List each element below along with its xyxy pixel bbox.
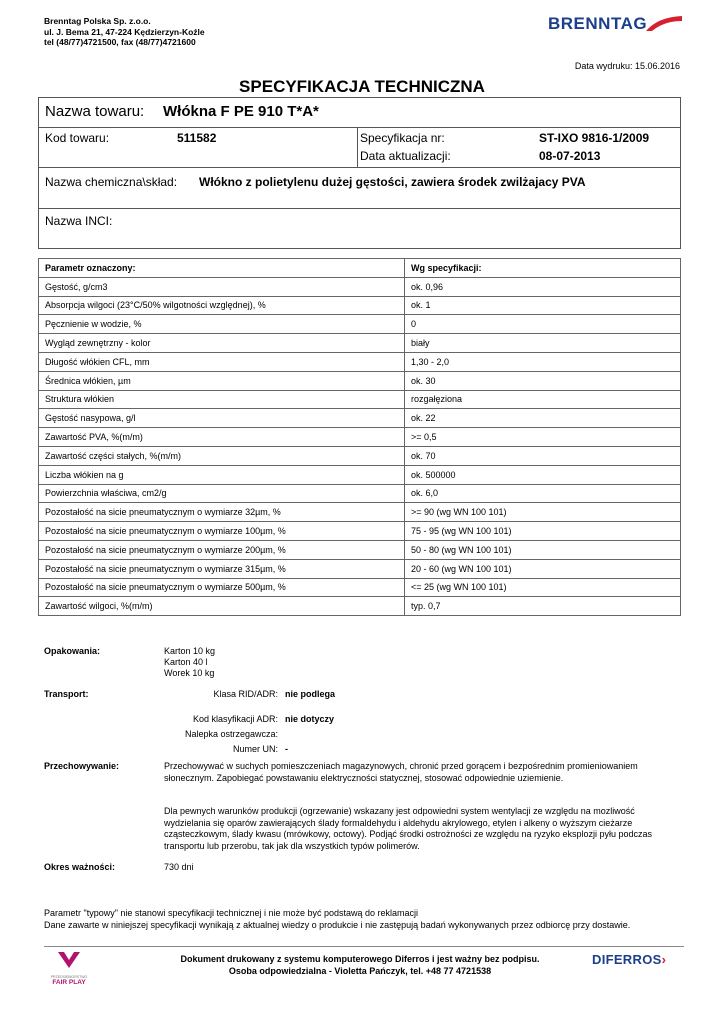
un-number-value: -: [285, 744, 288, 754]
specification-cell: ok. 1: [405, 296, 681, 315]
table-row: [39, 277, 681, 296]
company-name: Brenntag Polska Sp. z.o.o.: [44, 16, 151, 26]
company-contact: tel (48/77)4721500, fax (48/77)4721600: [44, 37, 196, 47]
update-date-label: Data aktualizacji:: [360, 149, 451, 163]
fair-play-small-text: PRZEDSIĘBIORSTWO: [50, 975, 88, 979]
table-row: [39, 352, 681, 371]
list-item: Karton 10 kg: [164, 646, 216, 656]
parameter-cell: Zawartość PVA, %(m/m): [39, 428, 405, 447]
specification-cell: 50 - 80 (wg WN 100 101): [405, 540, 681, 559]
table-row: [39, 559, 681, 578]
note-line: Dane zawarte w niniejszej specyfikacji wynikają z aktualnej wiedzy o produkcie i nie zastępują badań wykonywanych przez odbiorcę przy dostawie.: [44, 919, 631, 930]
specification-cell: typ. 0,7: [405, 597, 681, 616]
parameter-cell: Liczba włókien na g: [39, 465, 405, 484]
specification-cell: ok. 500000: [405, 465, 681, 484]
table-row: [39, 315, 681, 334]
validity-label: Okres ważności:: [44, 862, 116, 872]
product-name-value: Włókna F PE 910 T*A*: [163, 103, 319, 120]
footer-divider: [44, 946, 684, 947]
table-row: [39, 522, 681, 541]
table-row: [39, 409, 681, 428]
print-date: Data wydruku: 15.06.2016: [574, 61, 680, 71]
specification-table: [38, 258, 681, 616]
table-row: [39, 428, 681, 447]
table-row: [39, 390, 681, 409]
adr-code-value: nie dotyczy: [285, 714, 335, 724]
diferros-logo: [592, 952, 666, 967]
product-code-value: 511582: [177, 131, 217, 145]
table-row: [39, 334, 681, 353]
specification-cell: 75 - 95 (wg WN 100 101): [405, 522, 681, 541]
fair-play-mark-icon: [56, 950, 82, 970]
table-header-row: [39, 259, 681, 278]
parameter-cell: Pęcznienie w wodzie, %: [39, 315, 405, 334]
footnotes: [44, 908, 664, 931]
column-header-specification: Wg specyfikacji:: [405, 259, 681, 278]
specification-cell: ok. 70: [405, 446, 681, 465]
diferros-chevron-icon: ›: [661, 952, 667, 967]
footer-line-2: Osoba odpowiedzialna - Violetta Pańczyk, tel. +48 77 4721538: [228, 966, 492, 976]
parameter-cell: Pozostałość na sicie pneumatycznym o wymiarze 200µm, %: [39, 540, 405, 559]
rid-adr-value: nie podlega: [285, 689, 336, 699]
transport-label: Transport:: [44, 689, 89, 699]
page-title: SPECYFIKACJA TECHNICZNA: [239, 77, 485, 96]
parameter-cell: Wygląd zewnętrzny - kolor: [39, 334, 405, 353]
brenntag-logo: [548, 14, 684, 38]
table-row: [39, 371, 681, 390]
warning-label-label: Nalepka ostrzegawcza:: [184, 729, 278, 739]
parameter-cell: Długość włókien CFL, mm: [39, 352, 405, 371]
specification-cell: 1,30 - 2,0: [405, 352, 681, 371]
specification-cell: 20 - 60 (wg WN 100 101): [405, 559, 681, 578]
inci-name-label: Nazwa INCI:: [45, 214, 113, 228]
adr-code-label: Kod klasyfikacji ADR:: [192, 714, 278, 724]
table-row: [39, 296, 681, 315]
parameter-cell: Pozostałość na sicie pneumatycznym o wymiarze 100µm, %: [39, 522, 405, 541]
specification-cell: ok. 30: [405, 371, 681, 390]
table-row: [39, 446, 681, 465]
validity-value: 730 dni: [164, 862, 194, 872]
parameter-cell: Zawartość wilgoci, %(m/m): [39, 597, 405, 616]
diferros-logo-text: DIFERROS: [592, 952, 662, 967]
divider: [39, 127, 680, 128]
specification-cell: ok. 6,0: [405, 484, 681, 503]
spec-number-value: ST-IXO 9816-1/2009: [539, 131, 650, 145]
storage-paragraph-1: Przechowywać w suchych pomieszczeniach magazynowych, chronić przed gorącem i bezpośrednim promieniowaniem słonecznym. Zapobiegać powstawaniu elektryczności statycznej, stosować odpowiednie uziemienie.: [164, 761, 638, 783]
parameter-cell: Zawartość części stałych, %(m/m): [39, 446, 405, 465]
specification-cell: >= 0,5: [405, 428, 681, 447]
table-row: [39, 540, 681, 559]
company-address: ul. J. Bema 21, 47-224 Kędzierzyn-Koźle: [44, 26, 205, 37]
chemical-name-label: Nazwa chemiczna\skład:: [45, 175, 178, 189]
fair-play-logo: [44, 950, 94, 992]
fair-play-text: FAIR PLAY: [52, 979, 86, 986]
storage-paragraph-2: Dla pewnych warunków produkcji (ogrzewanie) wskazany jest odpowiedni system wentylacji ze względu na mozliwość wydzielania się oparów zawierających ślady formaldehydu i aldehydu akrylowego, etylen i alkeny o wyższym cieżarze cząsteczkowym, ślady kwasu (mrówkowy, octowy). Podjąć środki ostrożności ze względu na ryzyko eksplozji pyłu podczas transportu lub przerobu, tak jak dla wszystkich typów polimerów.: [164, 806, 653, 851]
table-row: [39, 503, 681, 522]
table-row: [39, 484, 681, 503]
specification-cell: ok. 22: [405, 409, 681, 428]
update-date-value: 08-07-2013: [539, 149, 601, 163]
parameter-cell: Gęstość nasypowa, g/l: [39, 409, 405, 428]
company-info: [44, 16, 205, 48]
parameter-cell: Struktura włókien: [39, 390, 405, 409]
parameter-cell: Średnica włókien, µm: [39, 371, 405, 390]
specification-cell: >= 90 (wg WN 100 101): [405, 503, 681, 522]
note-line: Parametr "typowy" nie stanowi specyfikacji technicznej i nie może być podstawą do reklamacji: [44, 908, 419, 918]
parameter-cell: Powierzchnia właściwa, cm2/g: [39, 484, 405, 503]
brenntag-swoosh-icon: [644, 15, 684, 33]
column-header-parameter: Parametr oznaczony:: [39, 259, 405, 278]
specification-cell: ok. 0,96: [405, 277, 681, 296]
table-row: [39, 597, 681, 616]
list-item: Worek 10 kg: [164, 668, 215, 678]
specification-cell: <= 25 (wg WN 100 101): [405, 578, 681, 597]
spec-number-label: Specyfikacja nr:: [360, 131, 445, 145]
storage-label: Przechowywanie:: [44, 761, 120, 771]
parameter-cell: Pozostałość na sicie pneumatycznym o wymiarze 500µm, %: [39, 578, 405, 597]
specification-cell: 0: [405, 315, 681, 334]
brenntag-logo-text: BRENNTAG: [548, 14, 648, 33]
specification-cell: rozgałęziona: [405, 390, 681, 409]
un-number-label: Numer UN:: [232, 744, 278, 754]
parameter-cell: Gęstość, g/cm3: [39, 277, 405, 296]
parameter-cell: Absorpcja wilgoci (23°C/50% wilgotności względnej), %: [39, 296, 405, 315]
footer-line-1: Dokument drukowany z systemu komputerowego Diferros i jest ważny bez podpisu.: [180, 954, 540, 964]
packaging-label: Opakowania:: [44, 646, 101, 656]
parameter-cell: Pozostałość na sicie pneumatycznym o wymiarze 32µm, %: [39, 503, 405, 522]
footer-text: [100, 953, 620, 977]
product-header-box: [38, 97, 681, 249]
product-code-label: Kod towaru:: [45, 131, 110, 145]
packaging-list: [164, 646, 215, 679]
specification-cell: biały: [405, 334, 681, 353]
table-row: [39, 578, 681, 597]
list-item: Karton 40 l: [164, 657, 208, 667]
divider: [39, 208, 680, 209]
divider: [357, 128, 358, 167]
divider: [39, 167, 680, 168]
chemical-name-value: Włókno z polietylenu dużej gęstości, zawiera środek zwilżajacy PVA: [199, 175, 586, 189]
product-name-label: Nazwa towaru:: [45, 103, 145, 120]
parameter-cell: Pozostałość na sicie pneumatycznym o wymiarze 315µm, %: [39, 559, 405, 578]
table-row: [39, 465, 681, 484]
rid-adr-label: Klasa RID/ADR:: [213, 689, 278, 699]
